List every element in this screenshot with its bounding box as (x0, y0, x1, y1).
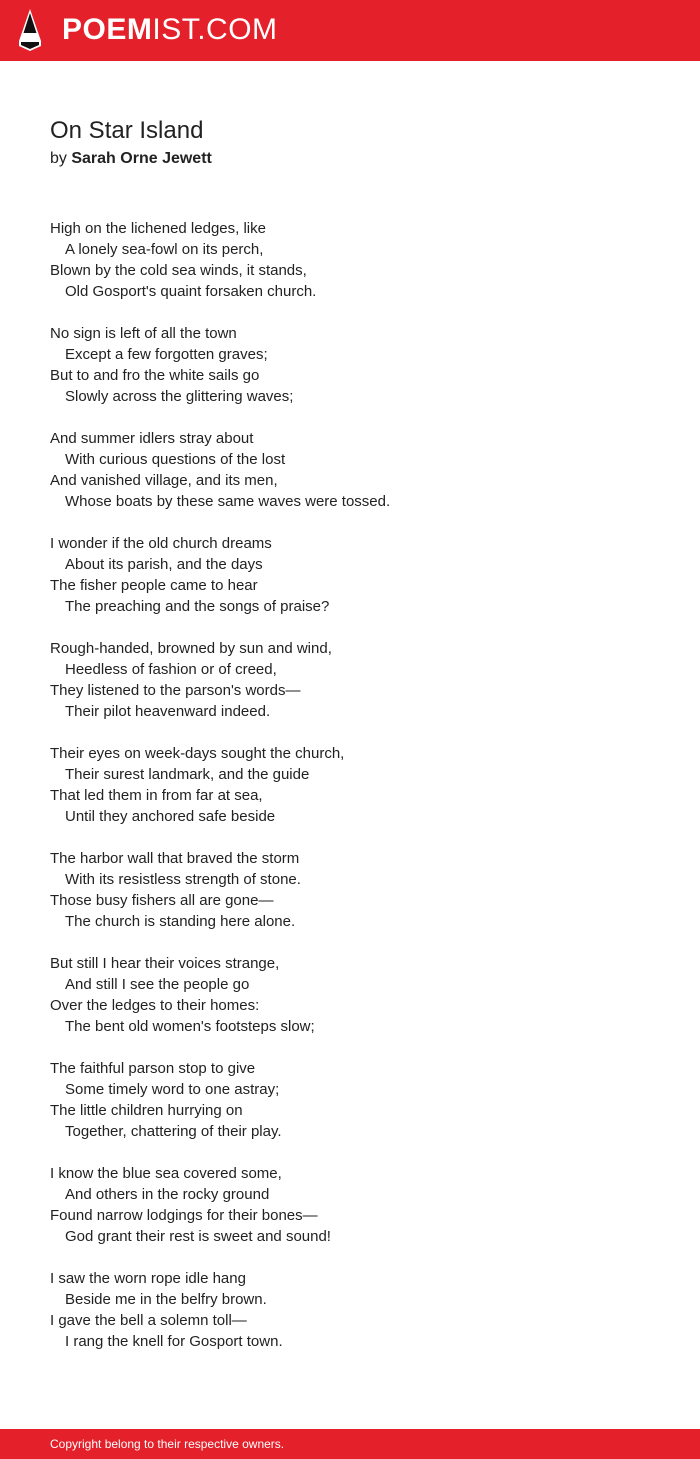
poem-line: I gave the bell a solemn toll— (50, 1312, 247, 1329)
stanza (50, 1268, 670, 1352)
poem-line: With curious questions of the lost (65, 451, 286, 468)
poem-line: With its resistless strength of stone. (65, 871, 301, 888)
stanza (50, 743, 670, 827)
poem-line: A lonely sea-fowl on its perch, (65, 241, 264, 258)
poem-line: The fisher people came to hear (50, 577, 258, 594)
poem-line: And vanished village, and its men, (50, 472, 278, 489)
poem-line: Over the ledges to their homes: (50, 997, 260, 1014)
poem-line: Slowly across the glittering waves; (65, 388, 294, 405)
poem-line: The church is standing here alone. (65, 913, 296, 930)
stanza (50, 1058, 670, 1142)
poem-line: Whose boats by these same waves were tossed. (65, 493, 391, 510)
poem-line: Except a few forgotten graves; (65, 346, 268, 363)
poem-line: High on the lichened ledges, like (50, 220, 266, 237)
poem-line: I wonder if the old church dreams (50, 535, 272, 552)
poem-line: Blown by the cold sea winds, it stands, (50, 262, 307, 279)
poem-line: Heedless of fashion or of creed, (65, 661, 277, 678)
poem-line: Rough-handed, browned by sun and wind, (50, 640, 332, 657)
by-label: by (50, 150, 67, 167)
poem-line: Those busy fishers all are gone— (50, 892, 274, 909)
author-name: Sarah Orne Jewett (71, 150, 212, 167)
poem-line: The harbor wall that braved the storm (50, 850, 300, 867)
poem-line: About its parish, and the days (65, 556, 263, 573)
copyright-text: Copyright belong to their respective owners. (50, 1437, 285, 1451)
poem-line: Some timely word to one astray; (65, 1081, 280, 1098)
poem-line: Together, chattering of their play. (65, 1123, 282, 1140)
poem-line: The little children hurrying on (50, 1102, 243, 1119)
stanza (50, 428, 670, 512)
poem-line: They listened to the parson's words— (50, 682, 301, 699)
poem-line: That led them in from far at sea, (50, 787, 263, 804)
poem-line: But still I hear their voices strange, (50, 955, 280, 972)
poem-line: Beside me in the belfry brown. (65, 1291, 267, 1308)
poem-line: The bent old women's footsteps slow; (65, 1018, 315, 1035)
stanza (50, 638, 670, 722)
stanza (50, 323, 670, 407)
byline (50, 148, 212, 170)
poem-line: I rang the knell for Gosport town. (65, 1333, 283, 1350)
poem-line: Until they anchored safe beside (65, 808, 276, 825)
poem-line: Old Gosport's quaint forsaken church. (65, 283, 317, 300)
poem-line: The faithful parson stop to give (50, 1060, 256, 1077)
stanza (50, 953, 670, 1037)
poem-line: But to and fro the white sails go (50, 367, 260, 384)
stanza (50, 1163, 670, 1247)
poem-line: Their eyes on week-days sought the church, (50, 745, 345, 762)
stanza (50, 533, 670, 617)
poem-line: Their pilot heavenward indeed. (65, 703, 271, 720)
stanza (50, 218, 670, 302)
poem-line: Found narrow lodgings for their bones— (50, 1207, 318, 1224)
poem-line: And summer idlers stray about (50, 430, 254, 447)
poem-line: I know the blue sea covered some, (50, 1165, 282, 1182)
poem-line: No sign is left of all the town (50, 325, 237, 342)
poem-body (50, 218, 670, 1373)
logo-light-part: IST.COM (152, 13, 278, 46)
poem-line: I saw the worn rope idle hang (50, 1270, 246, 1287)
site-footer (0, 1429, 700, 1459)
poem-line: And still I see the people go (65, 976, 250, 993)
pencil-tip-icon (17, 9, 43, 51)
logo-bold-part: POEM (62, 13, 153, 46)
poem-line: God grant their rest is sweet and sound! (65, 1228, 331, 1245)
stanza (50, 848, 670, 932)
site-logo[interactable] (62, 10, 278, 50)
poem-line: Their surest landmark, and the guide (65, 766, 310, 783)
poem-line: And others in the rocky ground (65, 1186, 270, 1203)
poem-title: On Star Island (50, 117, 204, 144)
site-header (0, 0, 700, 61)
poem-line: The preaching and the songs of praise? (65, 598, 330, 615)
